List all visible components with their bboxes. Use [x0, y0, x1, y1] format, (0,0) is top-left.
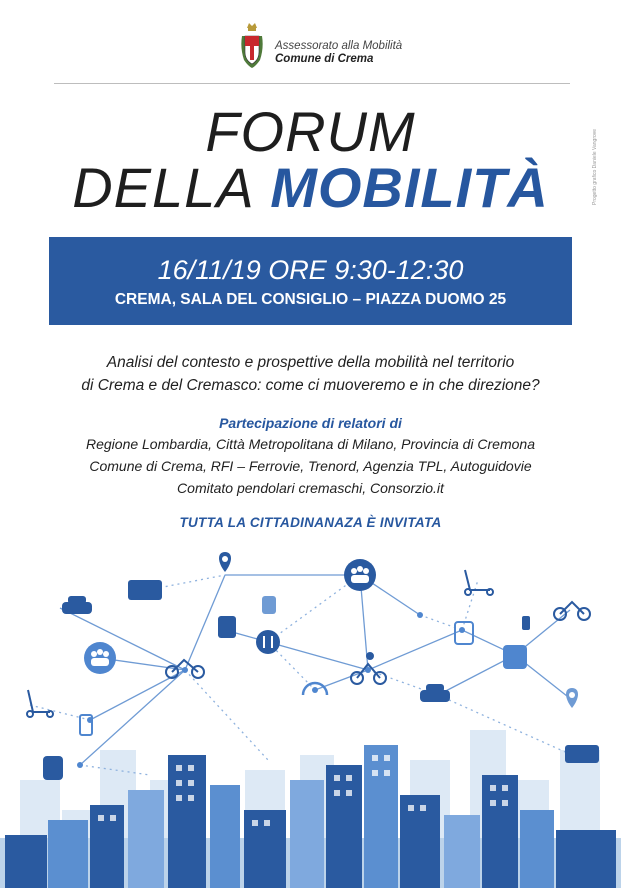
- office-name: Assessorato alla Mobilità: [275, 40, 403, 52]
- design-credit: Progetto grafico Daniele Vangrove: [592, 128, 598, 205]
- event-place: CREMA, SALA DEL CONSIGLIO – PIAZZA DUOMO 25: [114, 291, 507, 308]
- intro-line-1: Analisi del contesto e prospettive della mobilità nel territorio: [106, 354, 515, 371]
- event-datetime: 16/11/19 ORE 9:30-12:30: [157, 255, 464, 285]
- speakers-line-1: Regione Lombardia, Città Metropolitana di Milano, Provincia di Cremona: [85, 436, 535, 452]
- header-divider: [54, 83, 570, 84]
- title-mobilita: MOBILITÀ: [270, 156, 549, 219]
- tram-icon: [565, 745, 599, 763]
- intro-line-2: di Crema e del Cremasco: come ci muoveremo e in che direzione?: [81, 377, 540, 394]
- title-della-mobilita: [0, 156, 621, 219]
- municipality-name: Comune di Crema: [275, 53, 374, 65]
- people-group-icon: [344, 559, 376, 591]
- location-pin-icon: [219, 552, 231, 572]
- people-group-icon-2: [84, 642, 116, 674]
- charging-plug-icon: [256, 630, 280, 654]
- ev-charger-icon: [522, 616, 530, 630]
- title-forum: FORUM: [205, 100, 416, 163]
- speakers-heading: Partecipazione di relatori di: [219, 415, 402, 431]
- location-pin-icon-2: [566, 688, 578, 708]
- train-icon: [43, 596, 276, 780]
- speakers-line-2: Comune di Crema, RFI – Ferrovie, Trenord, Agenzia TPL, Autoguidovie: [89, 458, 532, 474]
- car-icon: [62, 596, 450, 702]
- bus-icon: [128, 580, 527, 669]
- invitation-text: TUTTA LA CITTADINANAZA È INVITATA: [179, 515, 442, 530]
- crema-coat-of-arms-icon: [238, 22, 266, 70]
- network-nodes: [77, 572, 518, 768]
- speakers-line-3: Comitato pendolari cremaschi, Consorzio.it: [177, 480, 444, 496]
- city-mobility-illustration: [0, 550, 621, 888]
- title-della: DELLA: [72, 156, 255, 219]
